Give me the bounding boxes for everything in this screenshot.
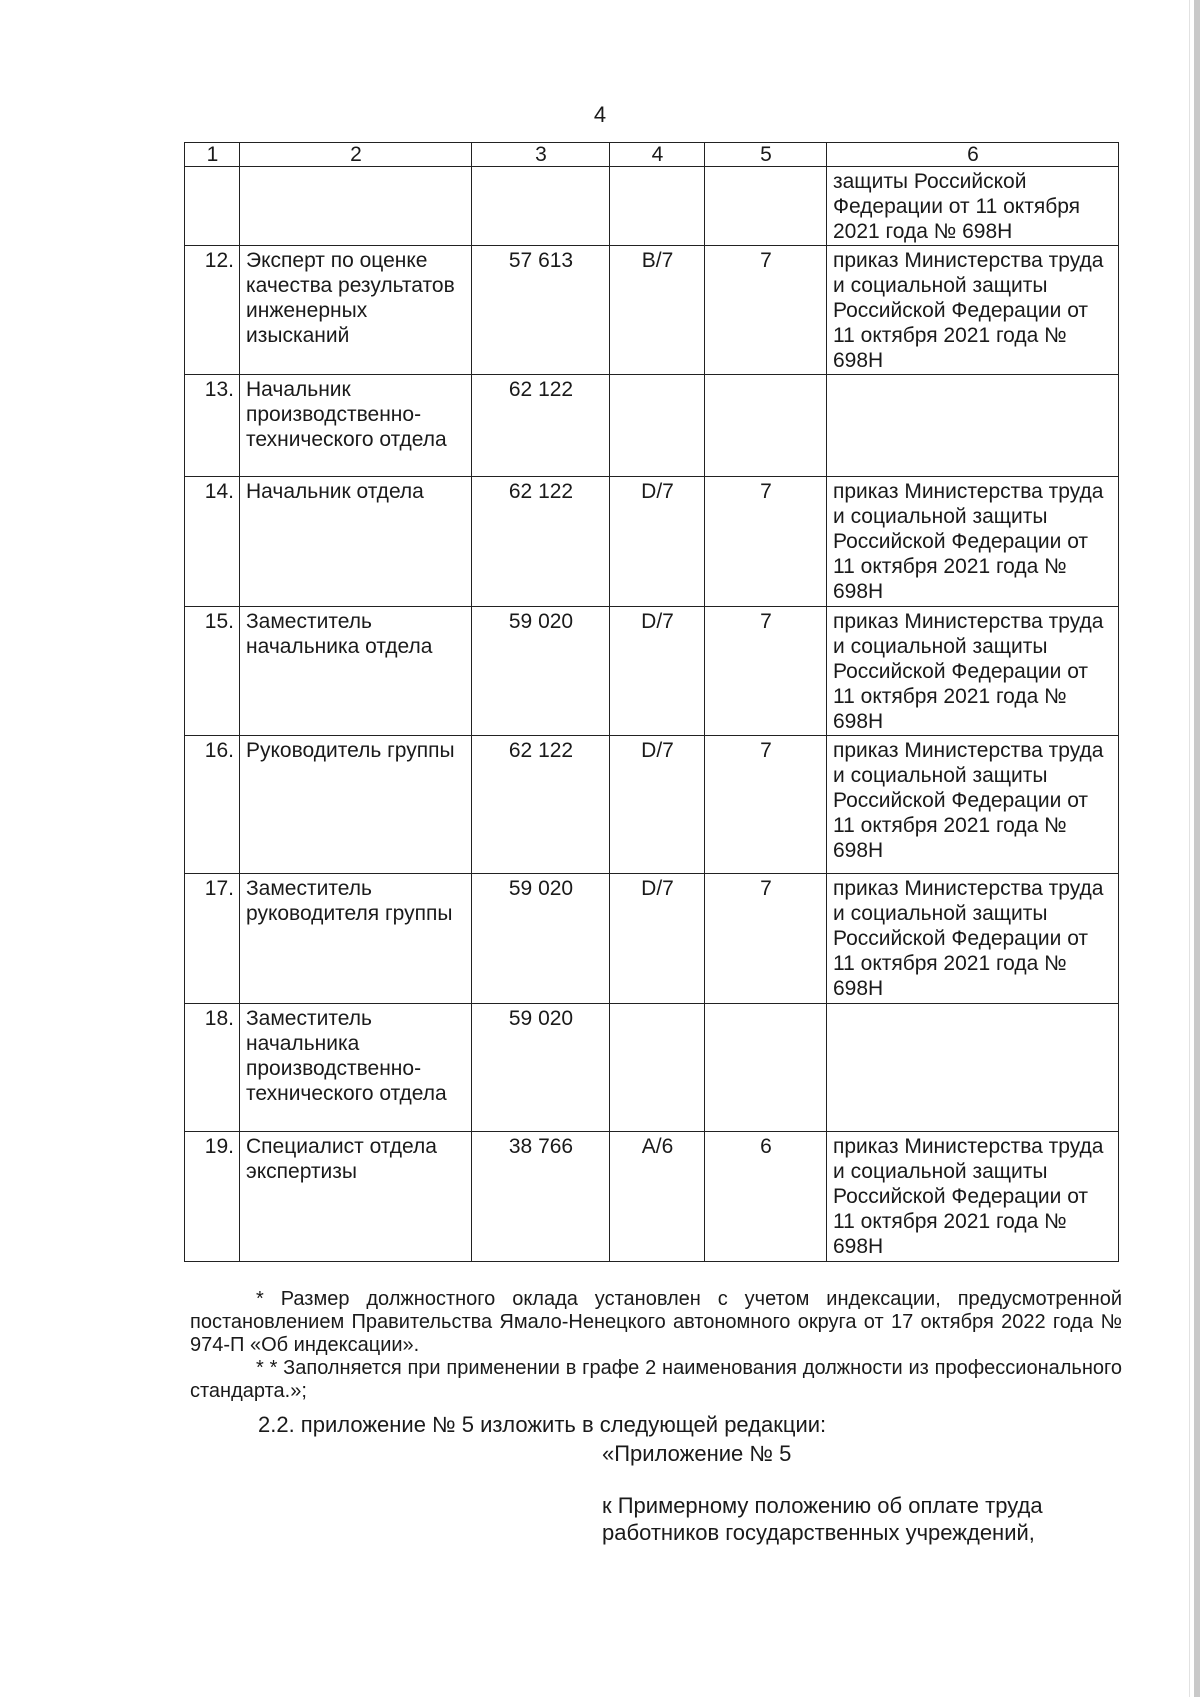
table-row bbox=[185, 477, 1119, 607]
footnotes bbox=[190, 1288, 1122, 1403]
header-cell: 5 bbox=[705, 143, 827, 167]
header-cell: 3 bbox=[472, 143, 610, 167]
qualification-level-cell: D/7 bbox=[610, 874, 705, 1004]
table-row bbox=[185, 1132, 1119, 1262]
qualification-cell: 7 bbox=[705, 607, 827, 736]
table-row bbox=[185, 375, 1119, 477]
position-title-cell: Заместитель начальника отдела bbox=[240, 607, 472, 736]
table-header-row bbox=[185, 143, 1119, 167]
row-number-cell: 16. bbox=[185, 736, 240, 874]
table-row bbox=[185, 1004, 1119, 1132]
salary-cell: 57 613 bbox=[472, 246, 610, 375]
appendix-heading bbox=[602, 1440, 1122, 1546]
salary-cell: 62 122 bbox=[472, 736, 610, 874]
row-number-cell: 13. bbox=[185, 375, 240, 477]
footnote-professional-standard: * * Заполняется при применении в графе 2 наименования должности из профессионального стандарта.»; bbox=[190, 1357, 1122, 1402]
qualification-level-cell: В/7 bbox=[610, 246, 705, 375]
table-row bbox=[185, 246, 1119, 375]
legal-basis-cell: приказ Министерства труда и социальной защиты Российской Федерации от 11 октября 2021 года № 698Н bbox=[827, 246, 1119, 375]
qualification-cell: 6 bbox=[705, 1132, 827, 1262]
position-title-cell: Специалист отдела экспертизы bbox=[240, 1132, 472, 1262]
qualification-level-cell: А/6 bbox=[610, 1132, 705, 1262]
salary-cell: 38 766 bbox=[472, 1132, 610, 1262]
table-row bbox=[185, 874, 1119, 1004]
legal-basis-cell: приказ Министерства труда и социальной защиты Российской Федерации от 11 октября 2021 года № 698Н bbox=[827, 736, 1119, 874]
row-number-cell: 15. bbox=[185, 607, 240, 736]
qualification-level-cell: D/7 bbox=[610, 477, 705, 607]
header-cell: 6 bbox=[827, 143, 1119, 167]
row-number-cell bbox=[185, 167, 240, 246]
position-title-cell: Эксперт по оценке качества результатов инженерных изысканий bbox=[240, 246, 472, 375]
qualification-cell: 7 bbox=[705, 874, 827, 1004]
row-number-cell: 18. bbox=[185, 1004, 240, 1132]
header-cell: 2 bbox=[240, 143, 472, 167]
qualification-level-cell: D/7 bbox=[610, 607, 705, 736]
legal-basis-cell: приказ Министерства труда и социальной защиты Российской Федерации от 11 октября 2021 года № 698Н bbox=[827, 874, 1119, 1004]
position-title-cell: Заместитель руководителя группы bbox=[240, 874, 472, 1004]
qualification-cell bbox=[705, 167, 827, 246]
page-edge-line bbox=[1189, 0, 1190, 1697]
footnote-salary-indexation: * Размер должностного оклада установлен с учетом индексации, предусмотренной постановлением Правительства Ямало-Ненецкого автономного округа от 17 октября 2022 года № 974-П «Об индексации». bbox=[190, 1288, 1122, 1356]
qualification-cell: 7 bbox=[705, 246, 827, 375]
table-row bbox=[185, 736, 1119, 874]
salary-cell bbox=[472, 167, 610, 246]
qualification-cell bbox=[705, 375, 827, 477]
table-row bbox=[185, 607, 1119, 736]
positions-table bbox=[184, 142, 1119, 1262]
qualification-cell: 7 bbox=[705, 477, 827, 607]
legal-basis-cell bbox=[827, 375, 1119, 477]
salary-cell: 62 122 bbox=[472, 477, 610, 607]
table-row bbox=[185, 167, 1119, 246]
legal-basis-cell: приказ Министерства труда и социальной защиты Российской Федерации от 11 октября 2021 года № 698Н bbox=[827, 477, 1119, 607]
appendix-title: «Приложение № 5 bbox=[602, 1441, 792, 1466]
qualification-level-cell: D/7 bbox=[610, 736, 705, 874]
page-number: 4 bbox=[593, 102, 607, 127]
salary-cell: 59 020 bbox=[472, 874, 610, 1004]
appendix-subtitle-line: работников государственных учреждений, bbox=[602, 1520, 1035, 1545]
position-title-cell: Начальник производственно-технического отдела bbox=[240, 375, 472, 477]
qualification-cell bbox=[705, 1004, 827, 1132]
legal-basis-cell bbox=[827, 1004, 1119, 1132]
salary-cell: 62 122 bbox=[472, 375, 610, 477]
appendix-subtitle-line: к Примерному положению об оплате труда bbox=[602, 1493, 1043, 1518]
qualification-cell: 7 bbox=[705, 736, 827, 874]
legal-basis-cell: защиты Российской Федерации от 11 октября 2021 года № 698Н bbox=[827, 167, 1119, 246]
position-title-cell bbox=[240, 167, 472, 246]
page-edge-shadow bbox=[1194, 0, 1200, 1697]
row-number-cell: 19. bbox=[185, 1132, 240, 1262]
qualification-level-cell bbox=[610, 375, 705, 477]
legal-basis-cell: приказ Министерства труда и социальной защиты Российской Федерации от 11 октября 2021 года № 698Н bbox=[827, 607, 1119, 736]
salary-cell: 59 020 bbox=[472, 607, 610, 736]
legal-basis-cell: приказ Министерства труда и социальной защиты Российской Федерации от 11 октября 2021 года № 698Н bbox=[827, 1132, 1119, 1262]
qualification-level-cell bbox=[610, 167, 705, 246]
row-number-cell: 14. bbox=[185, 477, 240, 607]
salary-cell: 59 020 bbox=[472, 1004, 610, 1132]
position-title-cell: Заместитель начальника производственно-технического отдела bbox=[240, 1004, 472, 1132]
position-title-cell: Начальник отдела bbox=[240, 477, 472, 607]
row-number-cell: 17. bbox=[185, 874, 240, 1004]
header-cell: 4 bbox=[610, 143, 705, 167]
position-title-cell: Руководитель группы bbox=[240, 736, 472, 874]
row-number-cell: 12. bbox=[185, 246, 240, 375]
qualification-level-cell bbox=[610, 1004, 705, 1132]
amendment-instruction: 2.2. приложение № 5 изложить в следующей редакции: bbox=[258, 1412, 827, 1437]
header-cell: 1 bbox=[185, 143, 240, 167]
